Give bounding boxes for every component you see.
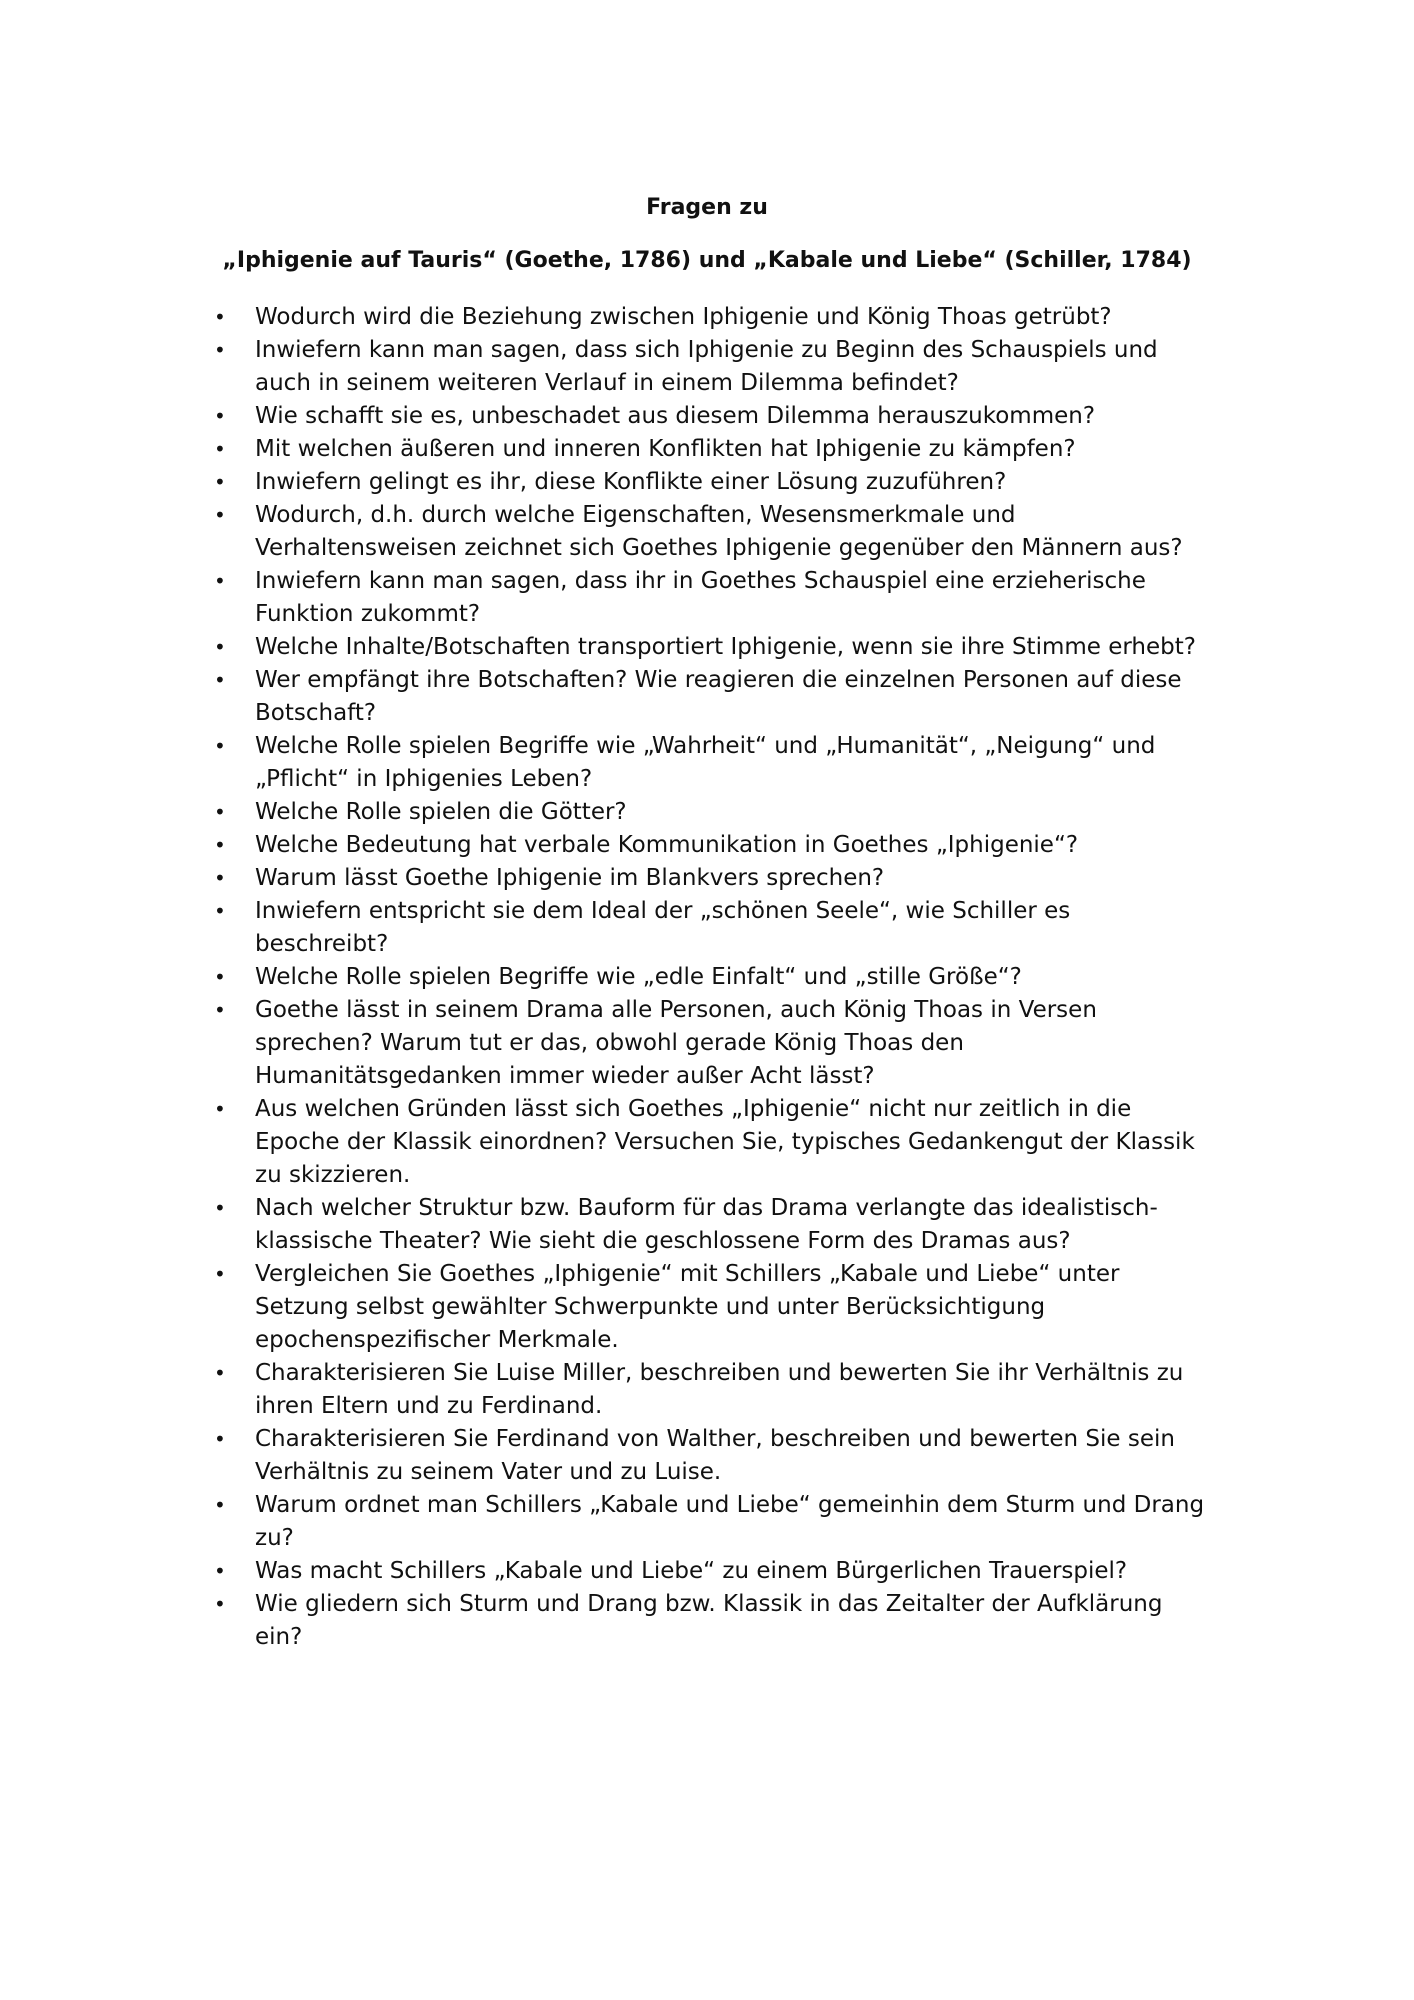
question-text-line: Welche Inhalte/Botschaften transportiert Iphigenie, wenn sie ihre Stimme erhebt? bbox=[255, 634, 1196, 660]
question-item bbox=[200, 829, 1250, 862]
question-text-line: Vergleichen Sie Goethes „Iphigenie“ mit Schillers „Kabale und Liebe“ unter bbox=[255, 1261, 1120, 1287]
question-item bbox=[200, 466, 1250, 499]
question-text-line: Wodurch, d.h. durch welche Eigenschaften, Wesensmerkmale und bbox=[255, 502, 1016, 528]
bullet-icon: • bbox=[214, 1427, 226, 1451]
question-item bbox=[200, 1489, 1250, 1555]
question-item bbox=[200, 664, 1250, 730]
question-text-line: „Pflicht“ in Iphigenies Leben? bbox=[255, 766, 593, 792]
question-item bbox=[200, 961, 1250, 994]
question-text-line: Wodurch wird die Beziehung zwischen Iphigenie und König Thoas getrübt? bbox=[255, 304, 1112, 330]
question-text-line: Verhältnis zu seinem Vater und zu Luise. bbox=[255, 1459, 722, 1485]
bullet-icon: • bbox=[214, 569, 226, 593]
bullet-icon: • bbox=[214, 866, 226, 890]
question-text-line: Welche Rolle spielen Begriffe wie „edle Einfalt“ und „stille Größe“? bbox=[255, 964, 1022, 990]
question-text-line: Botschaft? bbox=[255, 700, 377, 726]
bullet-icon: • bbox=[214, 1559, 226, 1583]
question-item bbox=[200, 1357, 1250, 1423]
question-item bbox=[200, 1192, 1250, 1258]
bullet-icon: • bbox=[214, 1097, 226, 1121]
bullet-icon: • bbox=[214, 998, 226, 1022]
bullet-icon: • bbox=[214, 800, 226, 824]
question-item bbox=[200, 1555, 1250, 1588]
question-item bbox=[200, 1588, 1250, 1654]
question-text-line: Wie gliedern sich Sturm und Drang bzw. Klassik in das Zeitalter der Aufklärung bbox=[255, 1591, 1163, 1617]
question-text-line: Welche Bedeutung hat verbale Kommunikation in Goethes „Iphigenie“? bbox=[255, 832, 1079, 858]
question-text-line: Warum ordnet man Schillers „Kabale und Liebe“ gemeinhin dem Sturm und Drang bbox=[255, 1492, 1205, 1518]
bullet-icon: • bbox=[214, 965, 226, 989]
question-text-line: epochenspezifischer Merkmale. bbox=[255, 1327, 619, 1353]
question-text-line: Inwiefern gelingt es ihr, diese Konflikte einer Lösung zuzuführen? bbox=[255, 469, 1007, 495]
question-list bbox=[200, 301, 1250, 1654]
question-text-line: Welche Rolle spielen die Götter? bbox=[255, 799, 627, 825]
question-item bbox=[200, 1423, 1250, 1489]
question-text-line: ihren Eltern und zu Ferdinand. bbox=[255, 1393, 603, 1419]
question-item bbox=[200, 400, 1250, 433]
question-text-line: Charakterisieren Sie Ferdinand von Walther, beschreiben und bewerten Sie sein bbox=[255, 1426, 1175, 1452]
bullet-icon: • bbox=[214, 404, 226, 428]
bullet-icon: • bbox=[214, 437, 226, 461]
question-item bbox=[200, 994, 1250, 1093]
question-text-line: Inwiefern entspricht sie dem Ideal der „schönen Seele“, wie Schiller es bbox=[255, 898, 1071, 924]
question-text-line: Humanitätsgedanken immer wieder außer Acht lässt? bbox=[255, 1063, 875, 1089]
question-text-line: Wer empfängt ihre Botschaften? Wie reagieren die einzelnen Personen auf diese bbox=[255, 667, 1182, 693]
bullet-icon: • bbox=[214, 470, 226, 494]
bullet-icon: • bbox=[214, 1262, 226, 1286]
question-text-line: beschreibt? bbox=[255, 931, 389, 957]
question-text-line: zu? bbox=[255, 1525, 294, 1551]
question-text-line: Verhaltensweisen zeichnet sich Goethes Iphigenie gegenüber den Männern aus? bbox=[255, 535, 1183, 561]
bullet-icon: • bbox=[214, 833, 226, 857]
question-item bbox=[200, 433, 1250, 466]
question-text-line: Charakterisieren Sie Luise Miller, beschreiben und bewerten Sie ihr Verhältnis zu bbox=[255, 1360, 1184, 1386]
question-item bbox=[200, 301, 1250, 334]
question-text-line: Welche Rolle spielen Begriffe wie „Wahrheit“ und „Humanität“, „Neigung“ und bbox=[255, 733, 1156, 759]
question-item bbox=[200, 730, 1250, 796]
question-text-line: Was macht Schillers „Kabale und Liebe“ zu einem Bürgerlichen Trauerspiel? bbox=[255, 1558, 1128, 1584]
bullet-icon: • bbox=[214, 1361, 226, 1385]
question-text-line: Wie schafft sie es, unbeschadet aus diesem Dilemma herauszukommen? bbox=[255, 403, 1096, 429]
question-text-line: Warum lässt Goethe Iphigenie im Blankvers sprechen? bbox=[255, 865, 885, 891]
question-text-line: Nach welcher Struktur bzw. Bauform für das Drama verlangte das idealistisch- bbox=[255, 1195, 1158, 1221]
question-text-line: Funktion zukommt? bbox=[255, 601, 481, 627]
question-item bbox=[200, 334, 1250, 400]
question-item bbox=[200, 565, 1250, 631]
document-title: Fragen zu bbox=[646, 195, 768, 220]
question-text-line: auch in seinem weiteren Verlauf in einem Dilemma befindet? bbox=[255, 370, 959, 396]
question-text-line: Inwiefern kann man sagen, dass sich Iphigenie zu Beginn des Schauspiels und bbox=[255, 337, 1158, 363]
question-text-line: Setzung selbst gewählter Schwerpunkte und unter Berücksichtigung bbox=[255, 1294, 1046, 1320]
question-text-line: ein? bbox=[255, 1624, 303, 1650]
question-item bbox=[200, 862, 1250, 895]
bullet-icon: • bbox=[214, 734, 226, 758]
bullet-icon: • bbox=[214, 635, 226, 659]
question-item bbox=[200, 1258, 1250, 1357]
bullet-icon: • bbox=[214, 899, 226, 923]
question-text-line: Goethe lässt in seinem Drama alle Personen, auch König Thoas in Versen bbox=[255, 997, 1097, 1023]
question-item bbox=[200, 895, 1250, 961]
question-text-line: Epoche der Klassik einordnen? Versuchen Sie, typisches Gedankengut der Klassik bbox=[255, 1129, 1195, 1155]
bullet-icon: • bbox=[214, 338, 226, 362]
document-subtitle: „Iphigenie auf Tauris“ (Goethe, 1786) und „Kabale und Liebe“ (Schiller, 1784) bbox=[222, 248, 1192, 273]
bullet-icon: • bbox=[214, 1493, 226, 1517]
question-text-line: sprechen? Warum tut er das, obwohl gerade König Thoas den bbox=[255, 1030, 964, 1056]
bullet-icon: • bbox=[214, 305, 226, 329]
question-item bbox=[200, 499, 1250, 565]
question-text-line: Inwiefern kann man sagen, dass ihr in Goethes Schauspiel eine erzieherische bbox=[255, 568, 1146, 594]
question-text-line: zu skizzieren. bbox=[255, 1162, 411, 1188]
question-item bbox=[200, 796, 1250, 829]
question-item bbox=[200, 631, 1250, 664]
question-text-line: Mit welchen äußeren und inneren Konflikten hat Iphigenie zu kämpfen? bbox=[255, 436, 1076, 462]
question-item bbox=[200, 1093, 1250, 1192]
question-text-line: Aus welchen Gründen lässt sich Goethes „Iphigenie“ nicht nur zeitlich in die bbox=[255, 1096, 1132, 1122]
bullet-icon: • bbox=[214, 1196, 226, 1220]
bullet-icon: • bbox=[214, 668, 226, 692]
bullet-icon: • bbox=[214, 1592, 226, 1616]
question-text-line: klassische Theater? Wie sieht die geschlossene Form des Dramas aus? bbox=[255, 1228, 1071, 1254]
bullet-icon: • bbox=[214, 503, 226, 527]
